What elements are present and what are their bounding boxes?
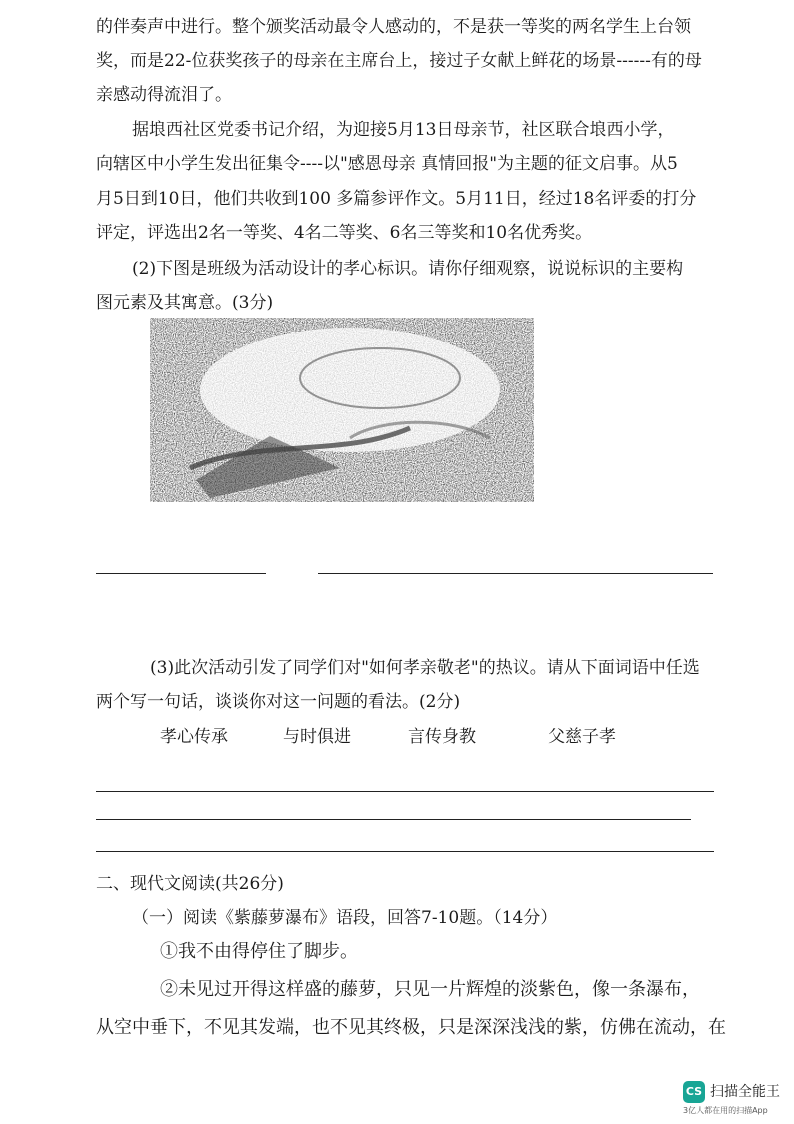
line-p1-2: 奖，而是22-位获奖孩子的母亲在主席台上，接过子女献上鲜花的场景------有的母 xyxy=(96,51,702,71)
line-p1-3: 亲感动得流泪了。 xyxy=(96,85,232,105)
phrase-4: 父慈子孝 xyxy=(548,727,616,747)
phrase-3: 言传身教 xyxy=(408,727,476,747)
camscanner-tagline: 3亿人都在用的扫描App xyxy=(683,1106,768,1115)
line-p2-2: 向辖区中小学生发出征集令----以"感恩母亲 真情回报"为主题的征文启事。从5 xyxy=(96,154,678,174)
camscanner-logo-icon: CS xyxy=(683,1081,705,1103)
camscanner-brand-name: 扫描全能王 xyxy=(710,1084,780,1100)
phrase-2: 与时俱进 xyxy=(283,727,351,747)
answer-line-q3-1 xyxy=(96,791,714,792)
answer-line-q3-3 xyxy=(96,851,714,852)
phrase-1: 孝心传承 xyxy=(160,727,228,747)
line-p2-1: 据埌西社区党委书记介绍，为迎接5月13日母亲节，社区联合埌西小学， xyxy=(132,120,675,140)
filial-logo-image xyxy=(150,318,534,502)
answer-line-q3-2 xyxy=(96,819,691,820)
line-p1-1: 的伴奏声中进行。整个颁奖活动最令人感动的，不是获一等奖的两名学生上台领 xyxy=(96,17,691,37)
line-p2-3: 月5日到10日，他们共收到100 多篇参评作文。5月11日，经过18名评委的打分 xyxy=(96,189,697,209)
answer-line-q2-right xyxy=(318,573,713,574)
line-p2-4: 评定，评选出2名一等奖、4名二等奖、6名三等奖和10名优秀奖。 xyxy=(96,223,593,243)
question3-line2: 两个写一句话，谈谈你对这一问题的看法。(2分) xyxy=(96,692,461,712)
question3-line1: (3)此次活动引发了同学们对"如何孝亲敬老"的热议。请从下面词语中任选 xyxy=(150,658,700,678)
section2-paragraph-2-line2: 从空中垂下，不见其发端，也不见其终极，只是深深浅浅的紫，仿佛在流动，在 xyxy=(96,1017,726,1038)
section2-heading: 二、现代文阅读(共26分) xyxy=(96,874,284,894)
section2-paragraph-1: ①我不由得停住了脚步。 xyxy=(160,941,358,962)
section2-subheading: （一）阅读《紫藤萝瀑布》语段，回答7-10题。（14分） xyxy=(132,908,558,928)
question2-line2: 图元素及其寓意。(3分) xyxy=(96,293,274,313)
section2-paragraph-2-line1: ②未见过开得这样盛的藤萝，只见一片辉煌的淡紫色，像一条瀑布， xyxy=(160,979,700,1000)
answer-line-q2-left xyxy=(96,573,266,574)
question2-line1: (2)下图是班级为活动设计的孝心标识。请你仔细观察，说说标识的主要构 xyxy=(132,259,684,279)
